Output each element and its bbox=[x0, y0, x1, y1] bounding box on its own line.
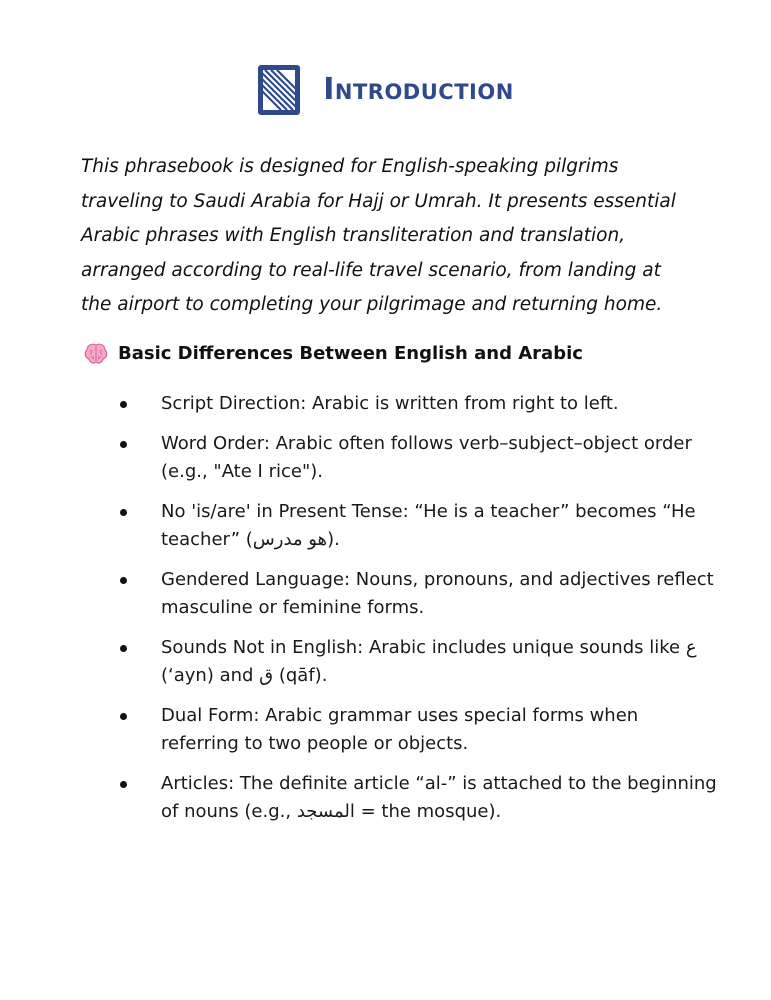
bullet-icon bbox=[120, 441, 127, 448]
intro-line: Arabic phrases with English transliteration and translation, bbox=[81, 225, 626, 246]
list-item bbox=[120, 702, 720, 759]
list-item-text: No 'is/are' in Present Tense: “He is a teacher” becomes “He teacher” (هو مدرس). bbox=[161, 500, 696, 550]
intro-line: This phrasebook is designed for English-speaking pilgrims bbox=[81, 156, 619, 177]
bullet-icon bbox=[120, 713, 127, 720]
page-title: Introduction bbox=[323, 72, 514, 107]
brain-icon bbox=[84, 343, 108, 365]
list-item bbox=[120, 566, 720, 623]
bullet-icon bbox=[120, 781, 127, 788]
title-row bbox=[0, 64, 771, 116]
list-item-text: Word Order: Arabic often follows verb–subject–object order (e.g., "Ate I rice"). bbox=[161, 432, 692, 482]
list-item-text: Sounds Not in English: Arabic includes unique sounds like ع (‘ayn) and ق (qāf). bbox=[161, 636, 697, 686]
bullet-icon bbox=[120, 577, 127, 584]
list-item-text: Script Direction: Arabic is written from right to left. bbox=[161, 393, 619, 414]
section-heading-text: Basic Differences Between English and Arabic bbox=[118, 343, 583, 364]
intro-paragraph bbox=[81, 150, 701, 323]
list-item bbox=[120, 770, 720, 827]
intro-line: arranged according to real-life travel scenario, from landing at bbox=[81, 259, 661, 281]
list-item-text: Gendered Language: Nouns, pronouns, and adjectives reflect masculine or feminine forms. bbox=[161, 568, 714, 618]
differences-list bbox=[120, 390, 720, 838]
bullet-icon bbox=[120, 509, 127, 516]
intro-line: the airport to completing your pilgrimage and returning home. bbox=[81, 294, 663, 315]
section-heading bbox=[84, 339, 583, 369]
intro-line: traveling to Saudi Arabia for Hajj or Umrah. It presents essential bbox=[81, 190, 676, 212]
document-icon bbox=[257, 64, 301, 116]
list-item bbox=[120, 634, 720, 691]
list-item-text: Articles: The definite article “al-” is attached to the beginning of nouns (e.g., المسجد = the mosque). bbox=[161, 772, 717, 822]
bullet-icon bbox=[120, 645, 127, 652]
list-item bbox=[120, 430, 720, 487]
list-item bbox=[120, 390, 720, 419]
bullet-icon bbox=[120, 401, 127, 408]
list-item bbox=[120, 498, 720, 555]
list-item-text: Dual Form: Arabic grammar uses special forms when referring to two people or objects. bbox=[161, 704, 639, 754]
